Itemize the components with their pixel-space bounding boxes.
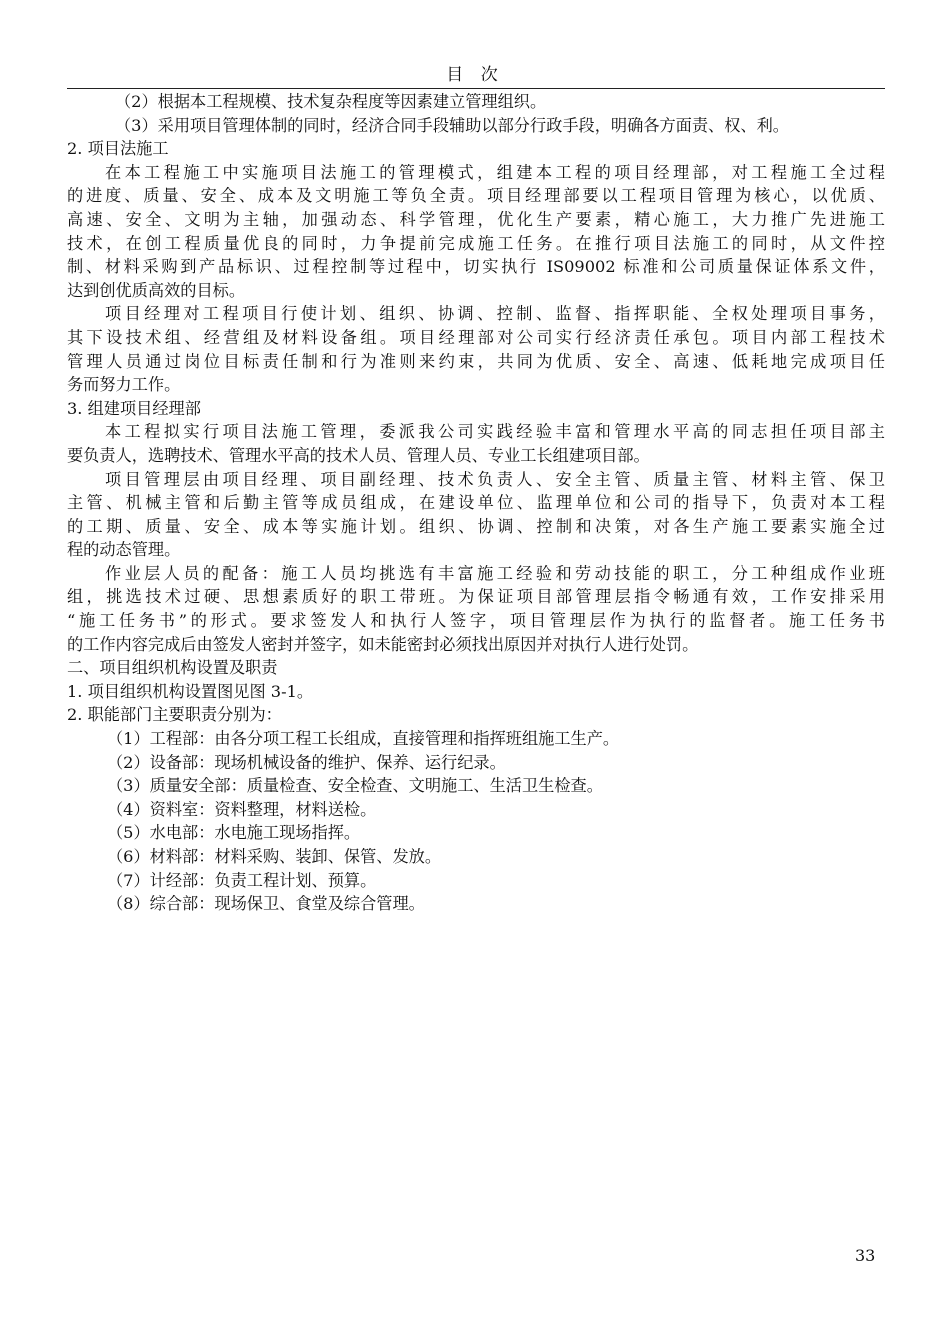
paragraph-line: 达到创优质高效的目标。 bbox=[67, 280, 246, 300]
subsection-heading: 1. 项目组织机构设置图见图 3-1。 bbox=[67, 681, 314, 701]
section-heading: 2. 项目法施工 bbox=[67, 139, 169, 159]
document-body bbox=[67, 90, 885, 916]
page-number: 33 bbox=[855, 1246, 876, 1265]
paragraph-line: 高速、安全、文明为主轴，加强动态、科学管理，优化生产要素，精心施工，大力推广先进施工 bbox=[67, 209, 885, 229]
paragraph-line: 作业层人员的配备：施工人员均挑选有丰富施工经验和劳动技能的职工，分工种组成作业班 bbox=[105, 563, 885, 583]
list-item: （8）综合部：现场保卫、食堂及综合管理。 bbox=[107, 894, 425, 914]
paragraph-line: 制、材料采购到产品标识、过程控制等过程中，切实执行 IS09002 标准和公司质量保证体系文件， bbox=[67, 257, 885, 277]
paragraph-line: 组，挑选技术过硬、思想素质好的职工带班。为保证项目部管理层指令畅通有效，工作安排采用 bbox=[67, 587, 885, 607]
list-item: （2）设备部：现场机械设备的维护、保养、运行纪录。 bbox=[107, 752, 506, 772]
paragraph-line: 其下设技术组、经营组及材料设备组。项目经理部对公司实行经济责任承包。项目内部工程技术 bbox=[67, 327, 885, 347]
paragraph-line: 本工程拟实行项目法施工管理，委派我公司实践经验丰富和管理水平高的同志担任项目部主 bbox=[105, 422, 885, 442]
list-item: （3）质量安全部：质量检查、安全检查、文明施工、生活卫生检查。 bbox=[107, 776, 603, 796]
subsection-heading: 2. 职能部门主要职责分别为： bbox=[67, 705, 282, 725]
paragraph-line: 项目管理层由项目经理、项目副经理、技术负责人、安全主管、质量主管、材料主管、保卫 bbox=[105, 469, 885, 489]
page-header-title: 目 次 bbox=[446, 65, 504, 85]
paragraph-line: 的工作内容完成后由签发人密封并签字，如未能密封必须找出原因并对执行人进行处罚。 bbox=[67, 634, 699, 654]
paragraph-line: 的工期、质量、安全、成本等实施计划。组织、协调、控制和决策，对各生产施工要素实施全过 bbox=[67, 516, 885, 536]
section-heading: 3. 组建项目经理部 bbox=[67, 398, 201, 418]
paragraph-line: 在本工程施工中实施项目法施工的管理模式，组建本工程的项目经理部，对工程施工全过程 bbox=[105, 162, 885, 182]
list-item: （7）计经部：负责工程计划、预算。 bbox=[107, 870, 377, 890]
list-item: （2）根据本工程规模、技术复杂程度等因素建立管理组织。 bbox=[115, 92, 547, 111]
paragraph-line: 管理人员通过岗位目标责任制和行为准则来约束，共同为优质、安全、高速、低耗地完成项目任 bbox=[67, 351, 885, 371]
paragraph-line: “施工任务书”的形式。要求签发人和执行人签字，项目管理层作为执行的监督者。施工任务书 bbox=[67, 611, 885, 631]
paragraph-line: 技术，在创工程质量优良的同时，力争提前完成施工任务。在推行项目法施工的同时，从文件控 bbox=[67, 233, 885, 253]
list-item: （3）采用项目管理体制的同时，经济合同手段辅助以部分行政手段，明确各方面责、权、利。 bbox=[115, 115, 789, 135]
list-item: （4）资料室：资料整理，材料送检。 bbox=[107, 799, 377, 819]
list-item: （5）水电部：水电施工现场指挥。 bbox=[107, 823, 361, 843]
paragraph-line: 要负责人，选聘技术、管理水平高的技术人员、管理人员、专业工长组建项目部。 bbox=[67, 445, 650, 465]
list-item: （1）工程部：由各分项工程工长组成，直接管理和指挥班组施工生产。 bbox=[107, 729, 620, 749]
list-item: （6）材料部：材料采购、装卸、保管、发放。 bbox=[107, 847, 442, 866]
header-divider bbox=[67, 88, 885, 89]
paragraph-line: 主管、机械主管和后勤主管等成员组成，在建设单位、监理单位和公司的指导下，负责对本工程 bbox=[67, 493, 885, 513]
section-heading: 二、项目组织机构设置及职责 bbox=[67, 658, 278, 678]
paragraph-line: 的进度、质量、安全、成本及文明施工等负全责。项目经理部要以工程项目管理为核心，以优质、 bbox=[67, 186, 885, 206]
paragraph-line: 程的动态管理。 bbox=[67, 540, 181, 560]
paragraph-line: 务而努力工作。 bbox=[67, 375, 181, 395]
paragraph-line: 项目经理对工程项目行使计划、组织、协调、控制、监督、指挥职能、全权处理项目事务， bbox=[105, 304, 885, 324]
